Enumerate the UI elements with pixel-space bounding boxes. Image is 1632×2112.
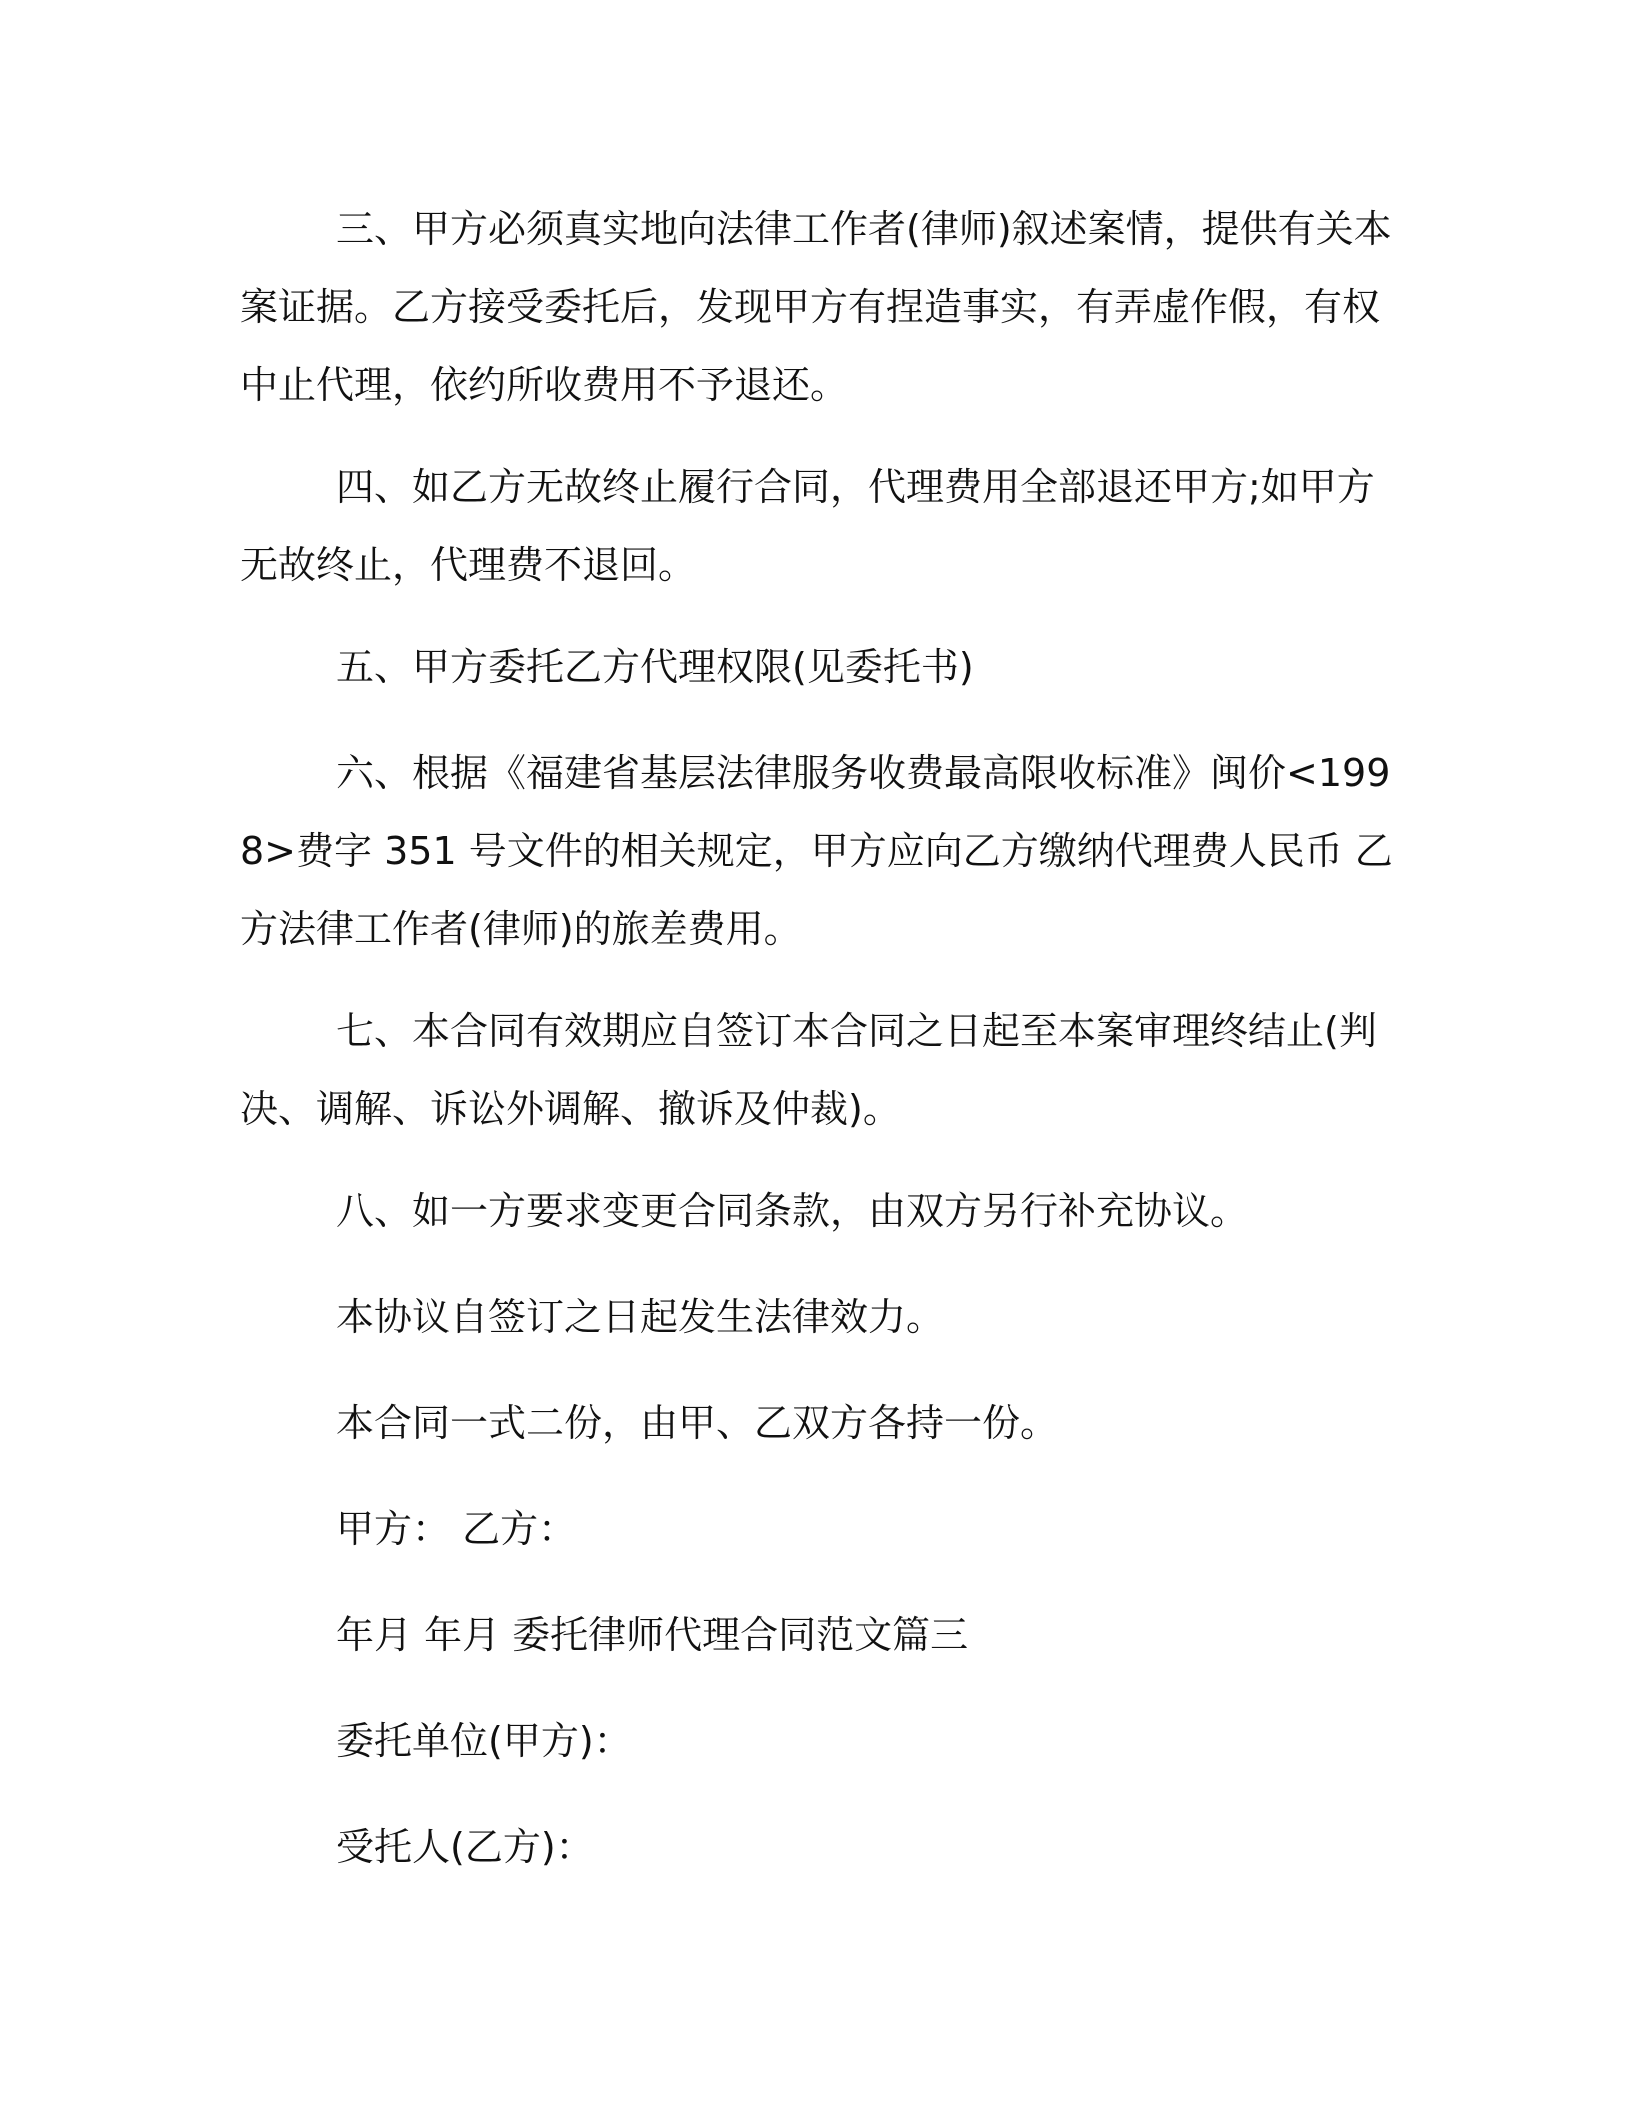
party-signatures: 甲方： 乙方： [336, 1507, 577, 1551]
clause-3-paragraph: 三、甲方必须真实地向法律工作者(律师)叙述案情，提供有关本案证据。乙方接受委托后，发现甲方有捏造事实，有弄虚作假，有权中止代理，依约所收费用不予退还。 [240, 207, 1392, 407]
effect-statement: 本协议自签订之日起发生法律效力。 [336, 1295, 945, 1339]
document-body [240, 190, 1400, 1914]
date-and-section-title: 年月 年月 委托律师代理合同范文篇三 [336, 1613, 969, 1657]
clause-6-paragraph: 六、根据《福建省基层法律服务收费最高限收标准》闽价<1998>费字 351 号文件的相关规定，甲方应向乙方缴纳代理费人民币 乙方法律工作者(律师)的旅差费用。 [240, 751, 1393, 951]
clause-4-paragraph: 四、如乙方无故终止履行合同，代理费用全部退还甲方;如甲方无故终止，代理费不退回。 [240, 465, 1375, 587]
clause-7-paragraph: 七、本合同有效期应自签订本合同之日起至本案审理终结止(判决、调解、诉讼外调解、撤诉及仲裁)。 [240, 1009, 1377, 1131]
copies-statement: 本合同一式二份，由甲、乙双方各持一份。 [336, 1401, 1059, 1445]
client-unit-field: 委托单位(甲方)： [336, 1719, 632, 1763]
clause-5-paragraph: 五、甲方委托乙方代理权限(见委托书) [336, 645, 974, 689]
clause-8-paragraph: 八、如一方要求变更合同条款，由双方另行补充协议。 [336, 1189, 1249, 1233]
trustee-field: 受托人(乙方)： [336, 1825, 594, 1869]
